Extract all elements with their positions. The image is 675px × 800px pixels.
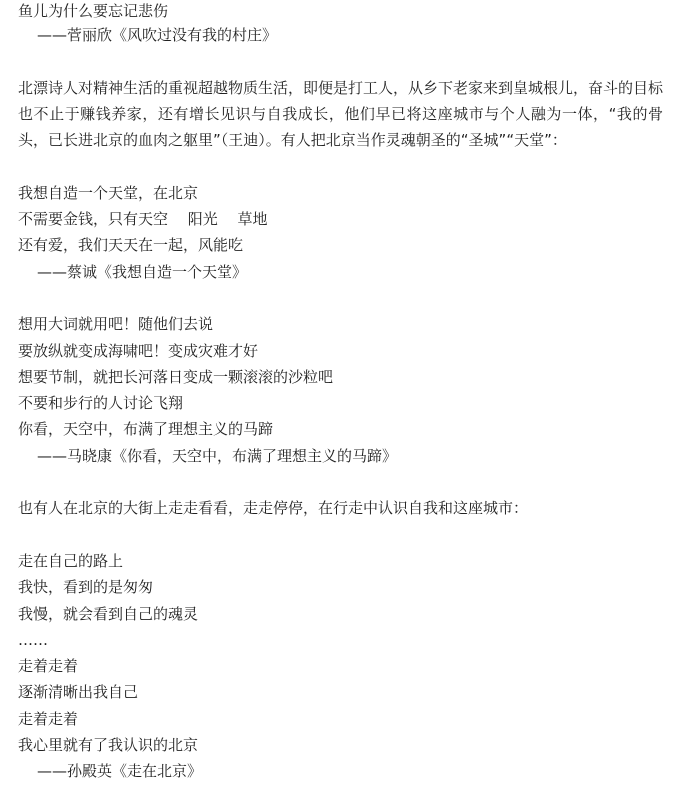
poem-line: 走在自己的路上 xyxy=(18,551,124,570)
spacer xyxy=(18,522,663,548)
poem-line: 想用大词就用吧！随他们去说 xyxy=(18,315,214,334)
poem-line: 走着走着 xyxy=(18,657,79,676)
poem-line: 不需要金钱，只有天空 阳光 草地 xyxy=(18,210,268,229)
spacer xyxy=(18,153,663,179)
spacer xyxy=(18,48,663,74)
epigraph-attribution: ——菅丽欣《风吹过没有我的村庄》 xyxy=(37,26,278,44)
poem-line: 不要和步行的人讨论飞翔 xyxy=(18,394,184,413)
poem-attribution: ——蔡诚《我想自造一个天堂》 xyxy=(37,262,248,281)
epigraph-line: 鱼儿为什么要忘记悲伤 xyxy=(18,2,169,20)
poem-line: 你看，天空中，布满了理想主义的马蹄 xyxy=(18,420,274,439)
poem-line: 走着走着 xyxy=(18,709,79,728)
poem-ellipsis: …… xyxy=(18,630,48,649)
poem-line: 逐渐清晰出我自己 xyxy=(18,683,139,702)
poem-line: 我慢，就会看到自己的魂灵 xyxy=(18,604,199,623)
poem-line: 我快，看到的是匆匆 xyxy=(18,578,154,597)
poem-line: 我想自造一个天堂，在北京 xyxy=(18,183,199,202)
poem-line: 还有爱，我们天天在一起，风能吃 xyxy=(18,236,244,255)
spacer xyxy=(18,469,663,495)
poem-attribution: ——马晓康《你看，天空中，布满了理想主义的马蹄》 xyxy=(37,446,398,465)
poem-line: 要放纵就变成海啸吧！变成灾难才好 xyxy=(18,341,259,360)
spacer xyxy=(18,285,663,311)
poem-line: 想要节制，就把长河落日变成一颗滚滚的沙粒吧 xyxy=(18,367,334,386)
body-paragraph: 也有人在北京的大街上走走看看，走走停停，在行走中认识自我和这座城市： xyxy=(18,499,529,518)
poem-line: 我心里就有了我认识的北京 xyxy=(18,736,199,755)
poem-attribution: ——孙殿英《走在北京》 xyxy=(37,762,203,781)
body-paragraph: 北漂诗人对精神生活的重视超越物质生活，即便是打工人，从乡下老家来到皇城根儿，奋斗的目标也不止于赚钱养家，还有增长见识与自我成长，他们早已将这座城市与个人融为一体，“我的骨头，已长进北京的血肉之躯里”（王迪）。有人把北京当作灵魂朝圣的“圣城”“天堂”： xyxy=(18,78,664,150)
